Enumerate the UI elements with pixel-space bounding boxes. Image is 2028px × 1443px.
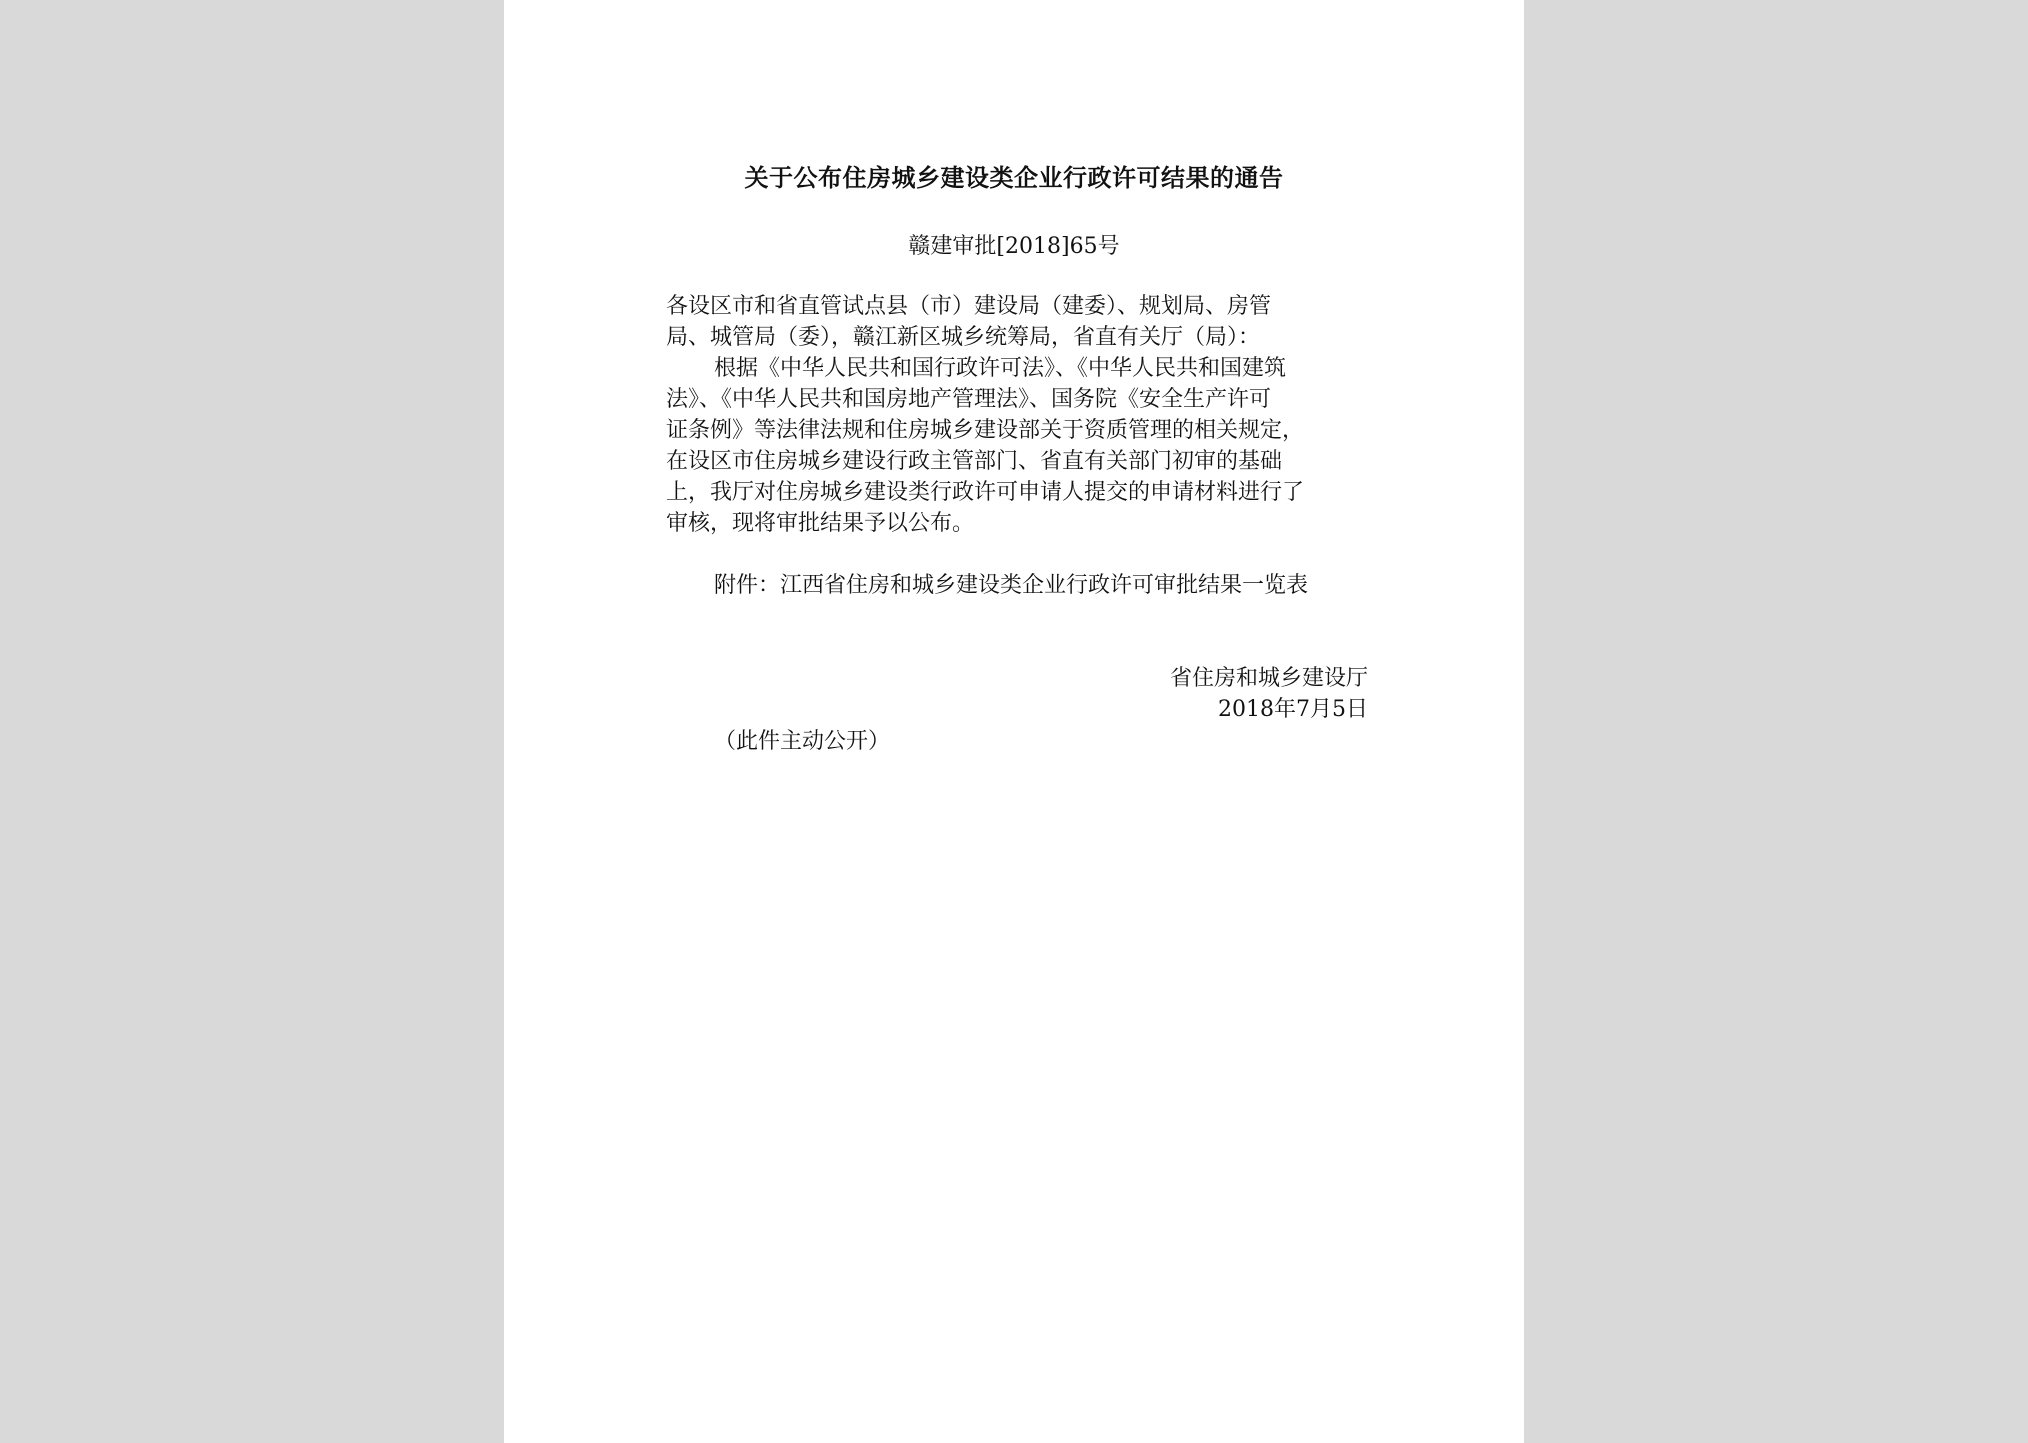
body-line-5: 上，我厅对住房城乡建设类行政许可申请人提交的申请材料进行了 <box>666 480 1305 505</box>
issue-date: 2018年7月5日 <box>1218 697 1368 722</box>
body-line-1: 根据《中华人民共和国行政许可法》、《中华人民共和国建筑 <box>714 356 1287 381</box>
body-line-3: 证条例》等法律法规和住房城乡建设部关于资质管理的相关规定， <box>666 418 1305 443</box>
body-line-2: 法》、《中华人民共和国房地产管理法》、国务院《安全生产许可 <box>666 387 1272 412</box>
addressee-line-2: 局、城管局（委），赣江新区城乡统筹局，省直有关厅（局）： <box>666 325 1261 350</box>
addressee-line-1: 各设区市和省直管试点县（市）建设局（建委）、规划局、房管 <box>666 294 1272 319</box>
document-page <box>504 0 1524 1443</box>
body-line-4: 在设区市住房城乡建设行政主管部门、省直有关部门初审的基础 <box>666 449 1283 474</box>
body-line-6: 审核，现将审批结果予以公布。 <box>666 511 975 536</box>
disclosure-note: （此件主动公开） <box>714 729 891 754</box>
document-number: 赣建审批[2018]65号 <box>908 234 1120 259</box>
attachment-line: 附件：江西省住房和城乡建设类企业行政许可审批结果一览表 <box>714 573 1309 598</box>
document-title: 关于公布住房城乡建设类企业行政许可结果的通告 <box>744 163 1284 192</box>
issuer-name: 省住房和城乡建设厅 <box>1169 666 1368 691</box>
